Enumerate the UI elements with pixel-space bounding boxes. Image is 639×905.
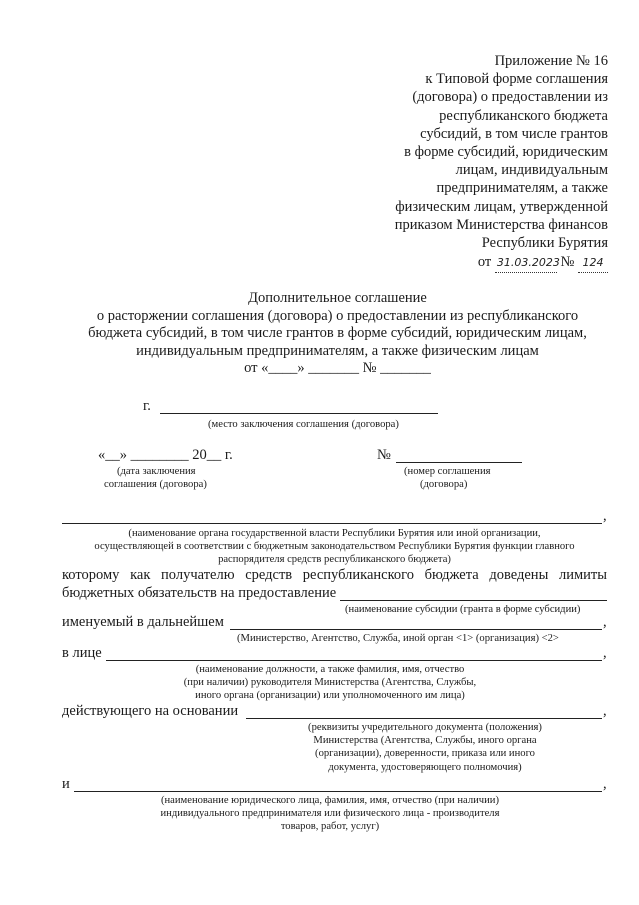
basis-caption — [260, 721, 590, 774]
annex-date-row — [340, 253, 608, 273]
in-person-comma: , — [603, 645, 607, 661]
annex-line: к Типовой форме соглашения — [425, 71, 608, 88]
subsidy-caption: (наименование субсидии (гранта в форме субсидии) — [345, 604, 581, 615]
annex-line: Республики Бурятия — [481, 235, 608, 252]
acting-label: действующего на основании — [62, 703, 239, 719]
annex-line: лицам, индивидуальным — [455, 162, 608, 179]
basis-caption-line: документа, удостоверяющего полномочия) — [328, 761, 522, 773]
recipient-field[interactable] — [74, 791, 602, 792]
agreement-date-caption: соглашения (договора) — [104, 479, 207, 490]
agreement-date-field[interactable]: «__» ________ 20__ г. — [98, 447, 233, 463]
heading-date-line: от «____» _______ № _______ — [244, 360, 431, 377]
document-heading — [60, 290, 615, 378]
and-label: и — [62, 776, 70, 792]
subsidy-field[interactable] — [340, 600, 607, 601]
annex-number-handwritten: 124 — [578, 254, 608, 273]
authority-comma: , — [603, 508, 607, 524]
agreement-number-caption: (номер соглашения — [404, 466, 491, 477]
ministry-caption: (Министерство, Агентство, Служба, иной орган <1> (организация) <2> — [237, 633, 559, 644]
annex-date-handwritten: 31.03.2023 — [495, 254, 557, 273]
authority-caption — [62, 527, 607, 567]
annex-line: предпринимателям, а также — [436, 180, 608, 197]
recipient-caption — [110, 794, 550, 834]
annex-line: (договора) о предоставлении из — [412, 89, 608, 106]
annex-line: физическим лицам, утвержденной — [395, 198, 608, 215]
in-person-label: в лице — [62, 645, 102, 661]
annex-block — [340, 52, 608, 273]
place-prefix: г. — [143, 398, 151, 414]
heading-line: бюджета субсидий, в том числе грантов в форме субсидий, юридическим лицам, — [88, 325, 587, 342]
body-line-2: бюджетных обязательств на предоставление — [62, 585, 337, 601]
basis-caption-line: Министерства (Агентства, Службы, иного органа — [313, 735, 537, 747]
annex-line: приказом Министерства финансов — [394, 216, 608, 233]
place-field[interactable] — [160, 413, 438, 414]
person-caption-line: (наименование должности, а также фамилия, имя, отчество — [195, 664, 465, 675]
acting-comma: , — [603, 703, 607, 719]
person-caption — [130, 663, 530, 703]
recipient-caption-line: (наименование юридического лица, фамилия, имя, отчество (при наличии) — [160, 795, 499, 806]
recipient-caption-line: товаров, работ, услуг) — [280, 821, 380, 833]
body-line-1: которому как получателю средств республиканского бюджета доведены лимиты — [62, 567, 607, 583]
basis-caption-line: (реквизиты учредительного документа (положения) — [308, 722, 542, 733]
annex-line: в форме субсидий, юридическим — [404, 144, 608, 161]
recipient-caption-line: индивидуального предпринимателя или физического лица - производителя — [160, 808, 500, 820]
in-person-field[interactable] — [106, 660, 602, 661]
hereinafter-label: именуемый в дальнейшем — [62, 614, 224, 630]
hereinafter-field[interactable] — [230, 629, 602, 630]
agreement-number-field[interactable] — [396, 462, 522, 463]
person-caption-line: иного органа (организации) или уполномоченного им лица) — [195, 690, 465, 702]
authority-caption-line: осуществляющей в соответствии с бюджетным законодательством Республики Бурятия функции главного — [94, 541, 575, 553]
place-caption: (место заключения соглашения (договора) — [208, 419, 399, 430]
and-comma: , — [603, 776, 607, 792]
authority-caption-line: распорядителя средств республиканского бюджета) — [218, 554, 451, 566]
document-title: Дополнительное соглашение — [248, 290, 427, 306]
agreement-date-caption: (дата заключения — [117, 466, 196, 477]
agreement-number-caption: (договора) — [420, 479, 468, 490]
person-caption-line: (при наличии) руководителя Министерства (Агентства, Службы, — [183, 677, 477, 689]
annex-date-prefix: от — [477, 254, 492, 271]
basis-caption-line: (организации), доверенности, приказа или иного — [315, 748, 535, 760]
hereinafter-comma: , — [603, 614, 607, 630]
acting-basis-field[interactable] — [246, 718, 602, 719]
agreement-number-sign: № — [377, 447, 391, 463]
annex-line: Приложение № 16 — [494, 53, 608, 69]
heading-line: индивидуальным предпринимателям, а также физическим лицам — [136, 342, 539, 359]
heading-line: о расторжении соглашения (договора) о предоставлении из республиканского — [96, 307, 579, 324]
annex-line: субсидий, в том числе грантов — [420, 125, 608, 142]
authority-caption-line: (наименование органа государственной власти Республики Бурятия или иной организации, — [128, 528, 541, 539]
annex-line: республиканского бюджета — [439, 107, 608, 124]
annex-number-sign: № — [560, 254, 575, 271]
authority-field[interactable] — [62, 523, 602, 524]
